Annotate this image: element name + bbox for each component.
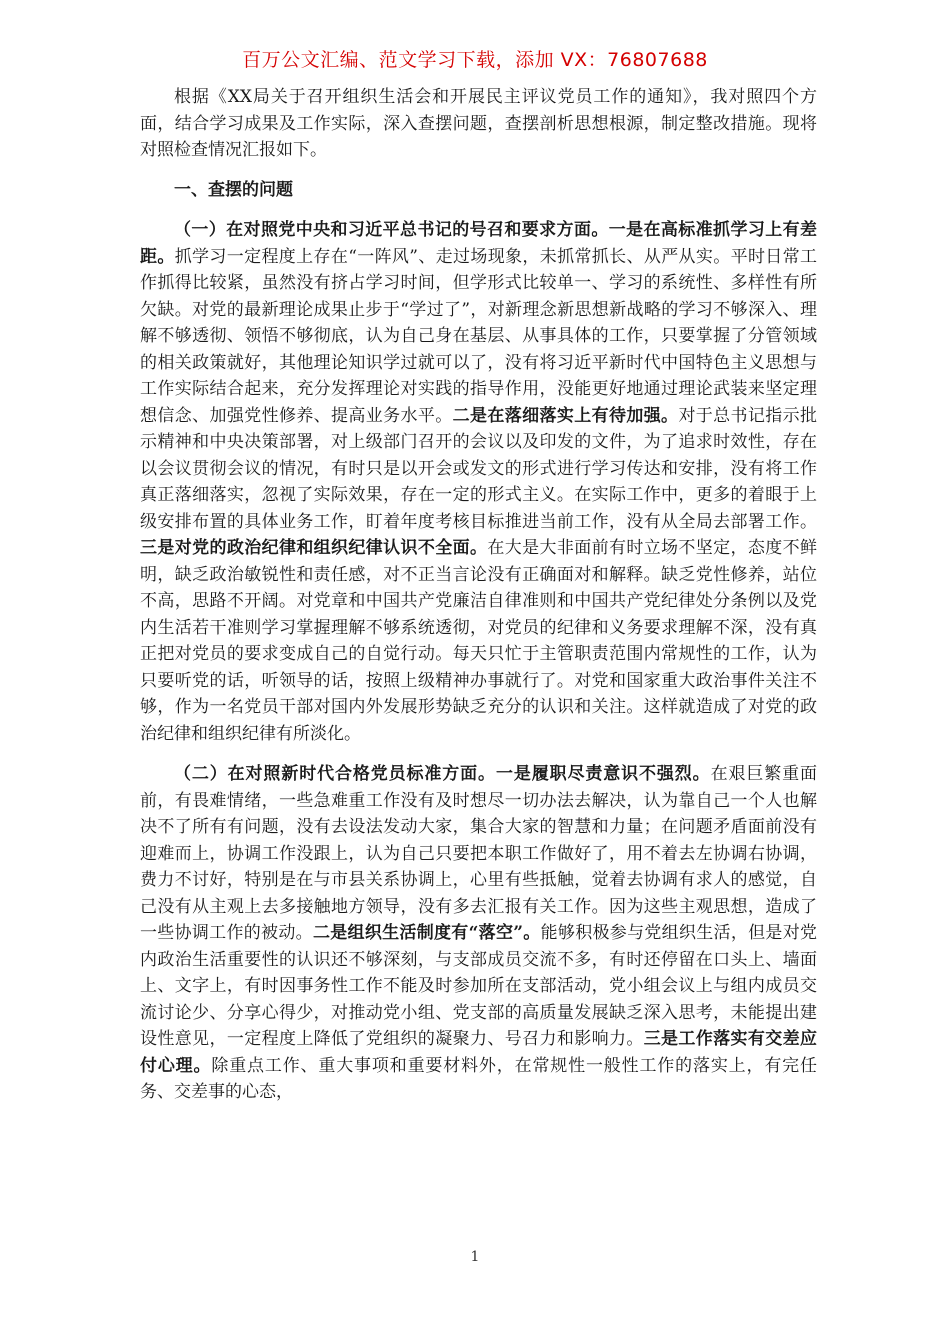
problem-item-2 xyxy=(140,761,817,1106)
item1-text2: 对于总书记指示批示精神和中央决策部署，对上级部门召开的会议以及印发的文件，为了追求时效性，存在以会议贯彻会议的情况，有时只是以开会或发文的形式进行学习传达和安排，没有将工作真正落细落实，忽视了实际效果，存在一定的形式主义。在实际工作中，更多的着眼于上级安排布置的具体业务工作，盯着年度考核目标推进当前工作，没有从全局去部署工作。 xyxy=(140,405,818,532)
item2-bold3: 三是工作落实有交差应付心理。 xyxy=(140,1029,818,1076)
item2-text3: 除重点工作、重大事项和重要材料外，在常规性一般性工作的落实上，有完任务、交差事的心态， xyxy=(140,1055,818,1102)
item1-bold3: 三是对党的政治纪律和组织纪律认识不全面。 xyxy=(140,538,488,558)
page-number: 1 xyxy=(470,1249,480,1265)
item1-lead: （一）在对照党中央和习近平总书记的号召和要求方面。一是在高标准抓学习上有差距。 xyxy=(140,220,817,267)
document-body xyxy=(140,84,817,1120)
item2-text1: 在艰巨繁重面前，有畏难情绪，一些急难重工作没有及时想尽一切办法去解决，认为靠自己一个人也解决不了所有有问题，没有去设法发动大家，集合大家的智慧和力量；在问题矛盾面前没有迎难而上，协调工作没跟上，认为自己只要把本职工作做好了，用不着去左协调右协调，费力不讨好，特别是在与市县关系协调上，心里有些抵触，觉着去协调有求人的感觉，自己没有从主观上去多接触地方领导，没有多去汇报有关工作。因为这些主观思想，造成了一些协调工作的被动。 xyxy=(140,764,818,943)
item1-text3: 在大是大非面前有时立场不坚定，态度不鲜明，缺乏政治敏锐性和责任感，对不正当言论没有正确面对和解释。缺乏党性修养，站位不高，思路不开阔。对党章和中国共产党廉洁自律准则和中国共产党纪律处分条例以及党内生活若干准则学习掌握理解不够系统透彻，对党员的纪律和义务要求理解不深，没有真正把对党员的要求变成自己的自觉行动。每天只忙于主管职责范围内常规性的工作，认为只要听党的话，听领导的话，按照上级精神办事就行了。对党和国家重大政治事件关注不够，作为一名党员干部对国内外发展形势缺乏充分的认识和关注。这样就造成了对党的政治纪律和组织纪律有所淡化。 xyxy=(140,538,818,744)
item1-bold2: 二是在落细落实上有待加强。 xyxy=(452,405,679,426)
item1-text1: 抓学习一定程度上存在“一阵风”、走过场现象，未抓常抓长、从严从实。平时日常工作抓得比较紧，虽然没有挤占学习时间，但学形式比较单一、学习的系统性、多样性有所欠缺。对党的最新理论成果止步于“学过了”，对新理念新思想新战略的学习不够深入、理解不够透彻、领悟不够彻底，认为自己身在基层、从事具体的工作，只要掌握了分管领域的相关政策就好，其他理论知识学过就可以了，没有将习近平新时代中国特色主义思想与工作实际结合起来，充分发挥理论对实践的指导作用，没能更好地通过理论武装来坚定理想信念、加强党性修养、提高业务水平。 xyxy=(140,246,817,426)
intro-paragraph: 根据《XX局关于召开组织生活会和开展民主评议党员工作的通知》，我对照四个方面，结合学习成果及工作实际，深入查摆问题，查摆剖析思想根源，制定整改措施。现将对照检查情况汇报如下。 xyxy=(140,87,817,160)
item2-lead: （二）在对照新时代合格党员标准方面。一是履职尽责意识不强烈。 xyxy=(174,764,711,784)
header-banner: 百万公文汇编、范文学习下载，添加 VX：76807688 xyxy=(242,49,708,71)
item2-text2: 能够积极参与党组织生活，但是对党内政治生活重要性的认识还不够深刻，与支部成员交流不多，有时还停留在口头上、墙面上、文字上，有时因事务性工作不能及时参加所在支部活动，党小组会议上与组内成员交流讨论少、分享心得少，对推动党小组、党支部的高质量发展缺乏深入思考，未能提出建设性意见，一定程度上降低了党组织的凝聚力、号召力和影响力。 xyxy=(140,923,818,1049)
section-heading xyxy=(140,177,817,204)
problem-item-1 xyxy=(140,217,817,747)
section-heading-text: 一、查摆的问题 xyxy=(174,179,293,200)
item2-bold2: 二是组织生活制度有“落空”。 xyxy=(312,923,541,943)
